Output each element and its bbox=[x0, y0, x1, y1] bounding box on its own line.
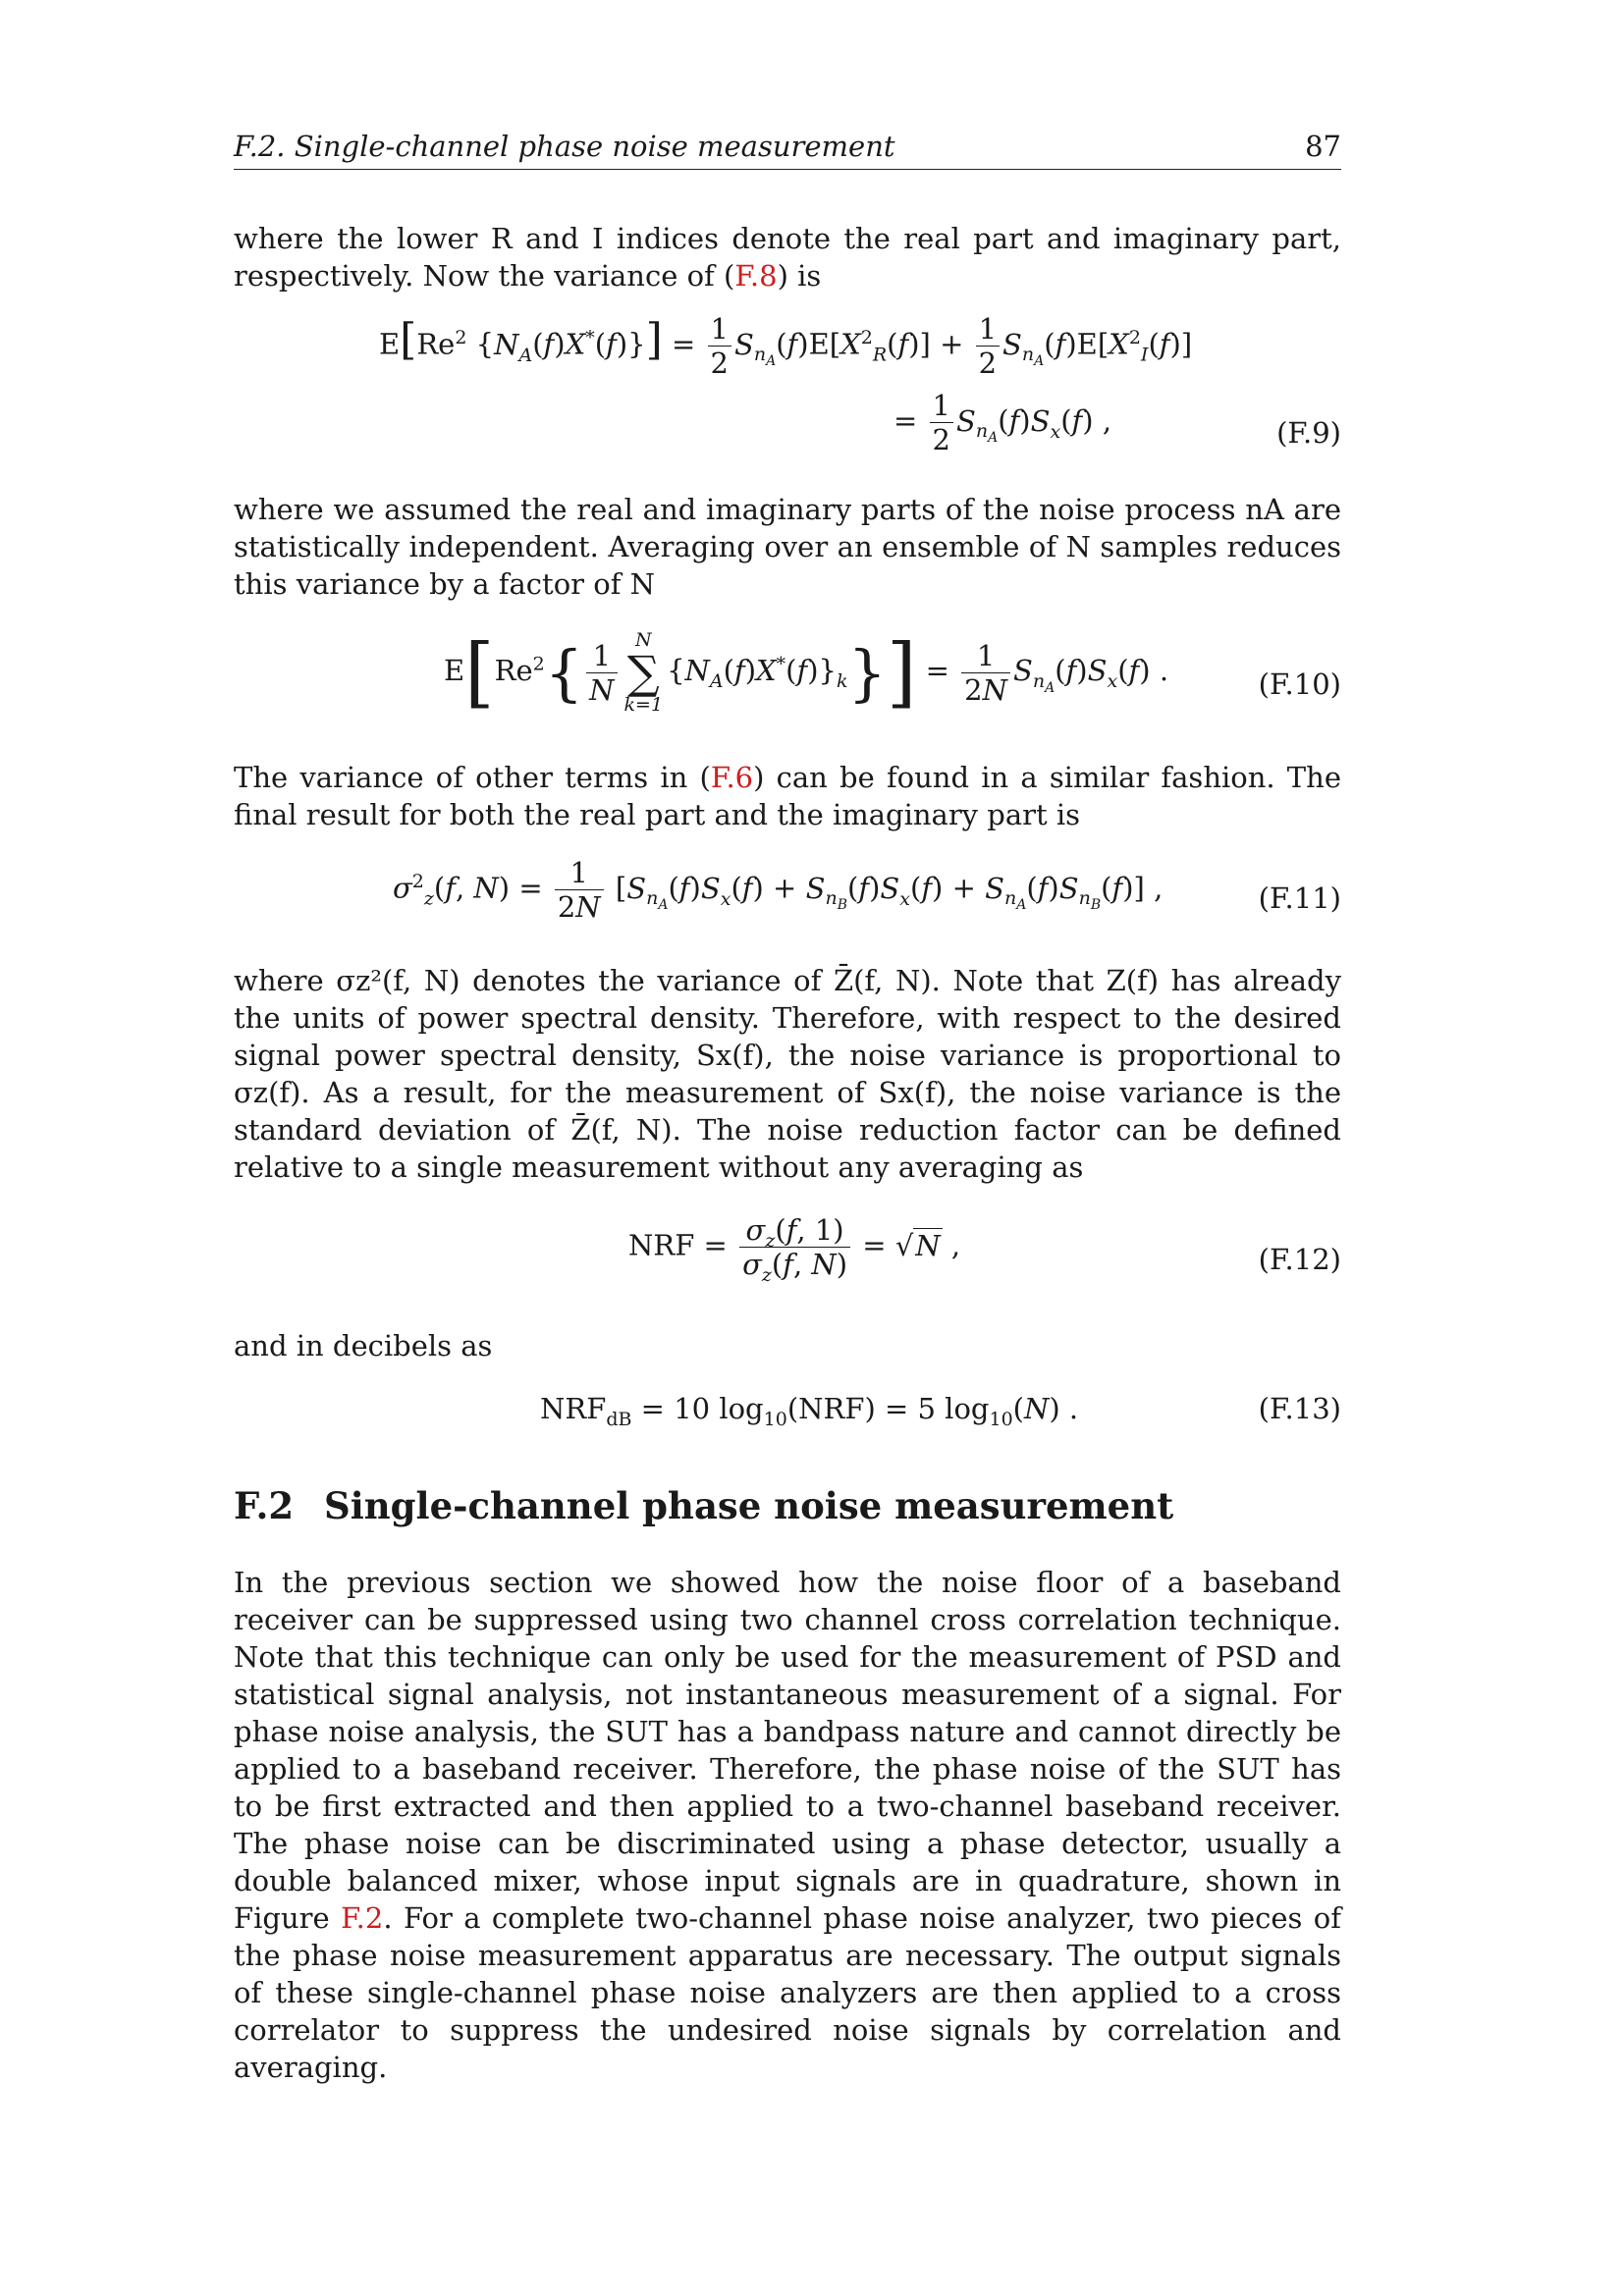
eq-ref-f6[interactable]: F.6 bbox=[710, 761, 754, 794]
equation-f11-body: $\sigma^2_z(f$, N) = $\frac{1}{2N}$ $[S_{n_A}(f)S_x(f) + S_{n_B}(f)S_x(f) + S_{n_A}(f)S_{n_B}(f)]$ , bbox=[393, 856, 1164, 924]
paragraph-phase-noise-end: . For a complete two-channel phase noise analyzer, two pieces of the phase noise measurement apparatus are necessary. The output signals of these single-channel phase noise analyzers are then applied to a cross correlator to suppress the undesired noise signals by correlation and averaging. bbox=[234, 1901, 1342, 2084]
section-heading bbox=[234, 1484, 1341, 1527]
running-header-title: F.2. Single-channel phase noise measurement bbox=[234, 130, 895, 163]
paragraph-variance-text: The variance of other terms in ( bbox=[234, 761, 711, 794]
paragraph-intro bbox=[234, 220, 1341, 294]
paragraph-variance bbox=[234, 759, 1341, 833]
paragraph-independence: where we assumed the real and imaginary parts of the noise process nA are statistically independent. Averaging over an ensemble of N samples reduces this variance by a factor of N bbox=[234, 493, 1341, 601]
equation-f12-number: (F.12) bbox=[1258, 1243, 1341, 1276]
equation-f9 bbox=[234, 312, 1341, 469]
equation-f10-body: E[Re$^2${ $\frac{1}{N}$ N ∑ k=1 $\{N_A(f)X^*(f)\}_k$}] = $\frac{1}{2N}$ $S_{n_A}(f)S_x(f)$ . bbox=[444, 628, 1169, 717]
running-header bbox=[234, 126, 1341, 170]
equation-f12-body: NRF = $\frac{\sigma_z(f, 1)}{\sigma_z(f, N)}$ = √N , bbox=[628, 1213, 961, 1286]
page-number: 87 bbox=[1305, 130, 1341, 163]
equation-f9-number: (F.9) bbox=[1276, 416, 1341, 450]
equation-f11 bbox=[234, 856, 1341, 944]
equation-f9-line1: E[Re$^2$ $\{N_A(f)X^*(f)\}$] = $\frac{1}{2}$ $S_{n_A}(f)E[X^2_R(f)]$ + $\frac{1}{2}$ $S_{n_A}(f)E[X^2_I(f)]$ bbox=[379, 312, 1193, 380]
paragraph-phase-noise bbox=[234, 1564, 1341, 2086]
equation-f11-number: (F.11) bbox=[1258, 881, 1341, 915]
section-number: F.2 bbox=[234, 1484, 295, 1527]
equation-f13-number: (F.13) bbox=[1258, 1392, 1341, 1425]
equation-f13 bbox=[234, 1392, 1341, 1435]
paragraph-phase-noise-text: In the previous section we showed how the noise floor of a baseband receiver can be suppressed using two channel cross correlation technique. Note that this technique can only be used for the measurement of PSD and statistical signal analysis, not instantaneous measurement of a signal. For phase noise analysis, the SUT has a bandpass nature and cannot directly be applied to a baseband receiver. Therefore, the phase noise of the SUT has to be first extracted and then applied to a two-channel baseband receiver. The phase noise can be discriminated using a phase detector, usually a double balanced mixer, whose input signals are in quadrature, shown in Figure bbox=[234, 1566, 1341, 1935]
equation-f12 bbox=[234, 1213, 1341, 1311]
eq-ref-f8[interactable]: F.8 bbox=[734, 259, 778, 293]
paragraph-decibels: and in decibels as bbox=[234, 1329, 493, 1362]
equation-f10 bbox=[234, 628, 1341, 742]
equation-f13-body: $NRF_{dB} = 10$ $\log_{10}(NRF) = 5$ $\log_{10}(N)$ . bbox=[540, 1392, 1079, 1430]
paragraph-variance-end: ) can be found in a similar fashion. The final result for both the real part and the imaginary part is bbox=[234, 761, 1341, 831]
section-title: Single-channel phase noise measurement bbox=[324, 1484, 1174, 1527]
figure-ref-f2[interactable]: F.2 bbox=[341, 1901, 384, 1935]
equation-f9-line2: = $\frac{1}{2}$ $S_{n_A}(f)S_x(f)$ , bbox=[893, 389, 1112, 456]
paragraph-noise-reduction: where σz²(f, N) denotes the variance of Z̄(f, N). Note that Z(f) has already the units of power spectral density. Therefore, with respect to the desired signal power spectral density, Sx(f), the noise variance is proportional to σz(f). As a result, for the measurement of Sx(f), the noise variance is the standard deviation of Z̄(f, N). The noise reduction factor can be defined relative to a single measurement without any averaging as bbox=[234, 964, 1341, 1184]
paragraph-intro-end: ) is bbox=[777, 259, 822, 293]
paragraph-intro-text: where the lower R and I indices denote the real part and imaginary part, respectively. Now the variance of ( bbox=[234, 222, 1341, 293]
equation-f10-number: (F.10) bbox=[1258, 667, 1341, 701]
